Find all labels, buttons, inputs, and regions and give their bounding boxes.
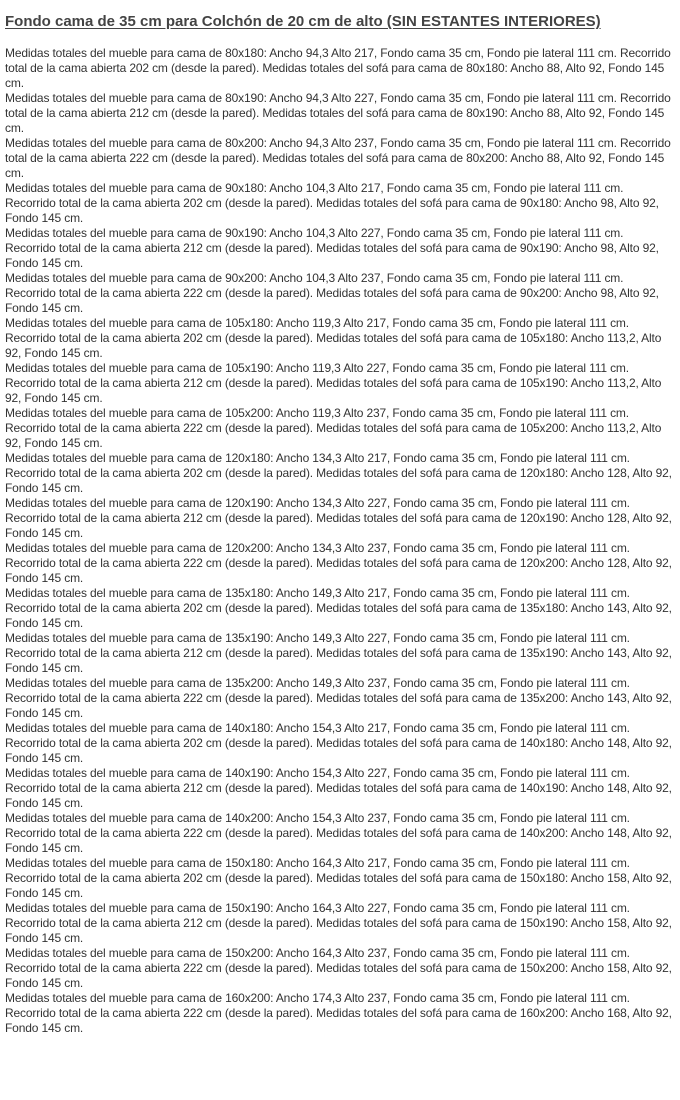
page-title: Fondo cama de 35 cm para Colchón de 20 cm de alto (SIN ESTANTES INTERIORES) [5, 13, 601, 30]
measurements-list [5, 46, 677, 1036]
measurement-entry-150x180: Medidas totales del mueble para cama de 150x180: Ancho 164,3 Alto 217, Fondo cama 35 cm, Fondo pie lateral 111 cm. Recorrido total de la cama abierta 202 cm (desde la pared). Medidas totales del sofá para cama de 150x180: Ancho 158, Alto 92, Fondo 145 cm. [5, 856, 672, 900]
measurement-entry-150x190: Medidas totales del mueble para cama de 150x190: Ancho 164,3 Alto 227, Fondo cama 35 cm, Fondo pie lateral 111 cm. Recorrido total de la cama abierta 212 cm (desde la pared). Medidas totales del sofá para cama de 150x190: Ancho 158, Alto 92, Fondo 145 cm. [5, 901, 672, 945]
measurement-entry-80x200: Medidas totales del mueble para cama de 80x200: Ancho 94,3 Alto 237, Fondo cama 35 cm, Fondo pie lateral 111 cm. Recorrido total de la cama abierta 222 cm (desde la pared). Medidas totales del sofá para cama de 80x200: Ancho 88, Alto 92, Fondo 145 cm. [5, 136, 671, 180]
measurement-entry-140x190: Medidas totales del mueble para cama de 140x190: Ancho 154,3 Alto 227, Fondo cama 35 cm, Fondo pie lateral 111 cm. Recorrido total de la cama abierta 212 cm (desde la pared). Medidas totales del sofá para cama de 140x190: Ancho 148, Alto 92, Fondo 145 cm. [5, 766, 672, 810]
measurement-entry-90x200: Medidas totales del mueble para cama de 90x200: Ancho 104,3 Alto 237, Fondo cama 35 cm, Fondo pie lateral 111 cm. Recorrido total de la cama abierta 222 cm (desde la pared). Medidas totales del sofá para cama de 90x200: Ancho 98, Alto 92, Fondo 145 cm. [5, 271, 659, 315]
measurement-entry-120x190: Medidas totales del mueble para cama de 120x190: Ancho 134,3 Alto 227, Fondo cama 35 cm, Fondo pie lateral 111 cm. Recorrido total de la cama abierta 212 cm (desde la pared). Medidas totales del sofá para cama de 120x190: Ancho 128, Alto 92, Fondo 145 cm. [5, 496, 672, 540]
measurement-entry-135x190: Medidas totales del mueble para cama de 135x190: Ancho 149,3 Alto 227, Fondo cama 35 cm, Fondo pie lateral 111 cm. Recorrido total de la cama abierta 212 cm (desde la pared). Medidas totales del sofá para cama de 135x190: Ancho 143, Alto 92, Fondo 145 cm. [5, 631, 672, 675]
measurement-entry-135x200: Medidas totales del mueble para cama de 135x200: Ancho 149,3 Alto 237, Fondo cama 35 cm, Fondo pie lateral 111 cm. Recorrido total de la cama abierta 222 cm (desde la pared). Medidas totales del sofá para cama de 135x200: Ancho 143, Alto 92, Fondo 145 cm. [5, 676, 672, 720]
measurement-entry-105x200: Medidas totales del mueble para cama de 105x200: Ancho 119,3 Alto 237, Fondo cama 35 cm, Fondo pie lateral 111 cm. Recorrido total de la cama abierta 222 cm (desde la pared). Medidas totales del sofá para cama de 105x200: Ancho 113,2, Alto 92, Fondo 145 cm. [5, 406, 662, 450]
measurement-entry-105x180: Medidas totales del mueble para cama de 105x180: Ancho 119,3 Alto 217, Fondo cama 35 cm, Fondo pie lateral 111 cm. Recorrido total de la cama abierta 202 cm (desde la pared). Medidas totales del sofá para cama de 105x180: Ancho 113,2, Alto 92, Fondo 145 cm. [5, 316, 662, 360]
measurement-entry-105x190: Medidas totales del mueble para cama de 105x190: Ancho 119,3 Alto 227, Fondo cama 35 cm, Fondo pie lateral 111 cm. Recorrido total de la cama abierta 212 cm (desde la pared). Medidas totales del sofá para cama de 105x190: Ancho 113,2, Alto 92, Fondo 145 cm. [5, 361, 662, 405]
measurement-entry-120x180: Medidas totales del mueble para cama de 120x180: Ancho 134,3 Alto 217, Fondo cama 35 cm, Fondo pie lateral 111 cm. Recorrido total de la cama abierta 202 cm (desde la pared). Medidas totales del sofá para cama de 120x180: Ancho 128, Alto 92, Fondo 145 cm. [5, 451, 672, 495]
measurement-entry-80x180: Medidas totales del mueble para cama de 80x180: Ancho 94,3 Alto 217, Fondo cama 35 cm, Fondo pie lateral 111 cm. Recorrido total de la cama abierta 202 cm (desde la pared). Medidas totales del sofá para cama de 80x180: Ancho 88, Alto 92, Fondo 145 cm. [5, 46, 671, 90]
measurement-entry-90x190: Medidas totales del mueble para cama de 90x190: Ancho 104,3 Alto 227, Fondo cama 35 cm, Fondo pie lateral 111 cm. Recorrido total de la cama abierta 212 cm (desde la pared). Medidas totales del sofá para cama de 90x190: Ancho 98, Alto 92, Fondo 145 cm. [5, 226, 659, 270]
measurement-entry-120x200: Medidas totales del mueble para cama de 120x200: Ancho 134,3 Alto 237, Fondo cama 35 cm, Fondo pie lateral 111 cm. Recorrido total de la cama abierta 222 cm (desde la pared). Medidas totales del sofá para cama de 120x200: Ancho 128, Alto 92, Fondo 145 cm. [5, 541, 672, 585]
measurement-entry-140x200: Medidas totales del mueble para cama de 140x200: Ancho 154,3 Alto 237, Fondo cama 35 cm, Fondo pie lateral 111 cm. Recorrido total de la cama abierta 222 cm (desde la pared). Medidas totales del sofá para cama de 140x200: Ancho 148, Alto 92, Fondo 145 cm. [5, 811, 672, 855]
measurement-entry-90x180: Medidas totales del mueble para cama de 90x180: Ancho 104,3 Alto 217, Fondo cama 35 cm, Fondo pie lateral 111 cm. Recorrido total de la cama abierta 202 cm (desde la pared). Medidas totales del sofá para cama de 90x180: Ancho 98, Alto 92, Fondo 145 cm. [5, 181, 659, 225]
measurement-entry-135x180: Medidas totales del mueble para cama de 135x180: Ancho 149,3 Alto 217, Fondo cama 35 cm, Fondo pie lateral 111 cm. Recorrido total de la cama abierta 202 cm (desde la pared). Medidas totales del sofá para cama de 135x180: Ancho 143, Alto 92, Fondo 145 cm. [5, 586, 672, 630]
measurement-entry-160x200: Medidas totales del mueble para cama de 160x200: Ancho 174,3 Alto 237, Fondo cama 35 cm, Fondo pie lateral 111 cm. Recorrido total de la cama abierta 222 cm (desde la pared). Medidas totales del sofá para cama de 160x200: Ancho 168, Alto 92, Fondo 145 cm. [5, 991, 672, 1035]
document-page [5, 13, 677, 1036]
measurement-entry-140x180: Medidas totales del mueble para cama de 140x180: Ancho 154,3 Alto 217, Fondo cama 35 cm, Fondo pie lateral 111 cm. Recorrido total de la cama abierta 202 cm (desde la pared). Medidas totales del sofá para cama de 140x180: Ancho 148, Alto 92, Fondo 145 cm. [5, 721, 672, 765]
measurement-entry-150x200: Medidas totales del mueble para cama de 150x200: Ancho 164,3 Alto 237, Fondo cama 35 cm, Fondo pie lateral 111 cm. Recorrido total de la cama abierta 222 cm (desde la pared). Medidas totales del sofá para cama de 150x200: Ancho 158, Alto 92, Fondo 145 cm. [5, 946, 672, 990]
measurement-entry-80x190: Medidas totales del mueble para cama de 80x190: Ancho 94,3 Alto 227, Fondo cama 35 cm, Fondo pie lateral 111 cm. Recorrido total de la cama abierta 212 cm (desde la pared). Medidas totales del sofá para cama de 80x190: Ancho 88, Alto 92, Fondo 145 cm. [5, 91, 671, 135]
